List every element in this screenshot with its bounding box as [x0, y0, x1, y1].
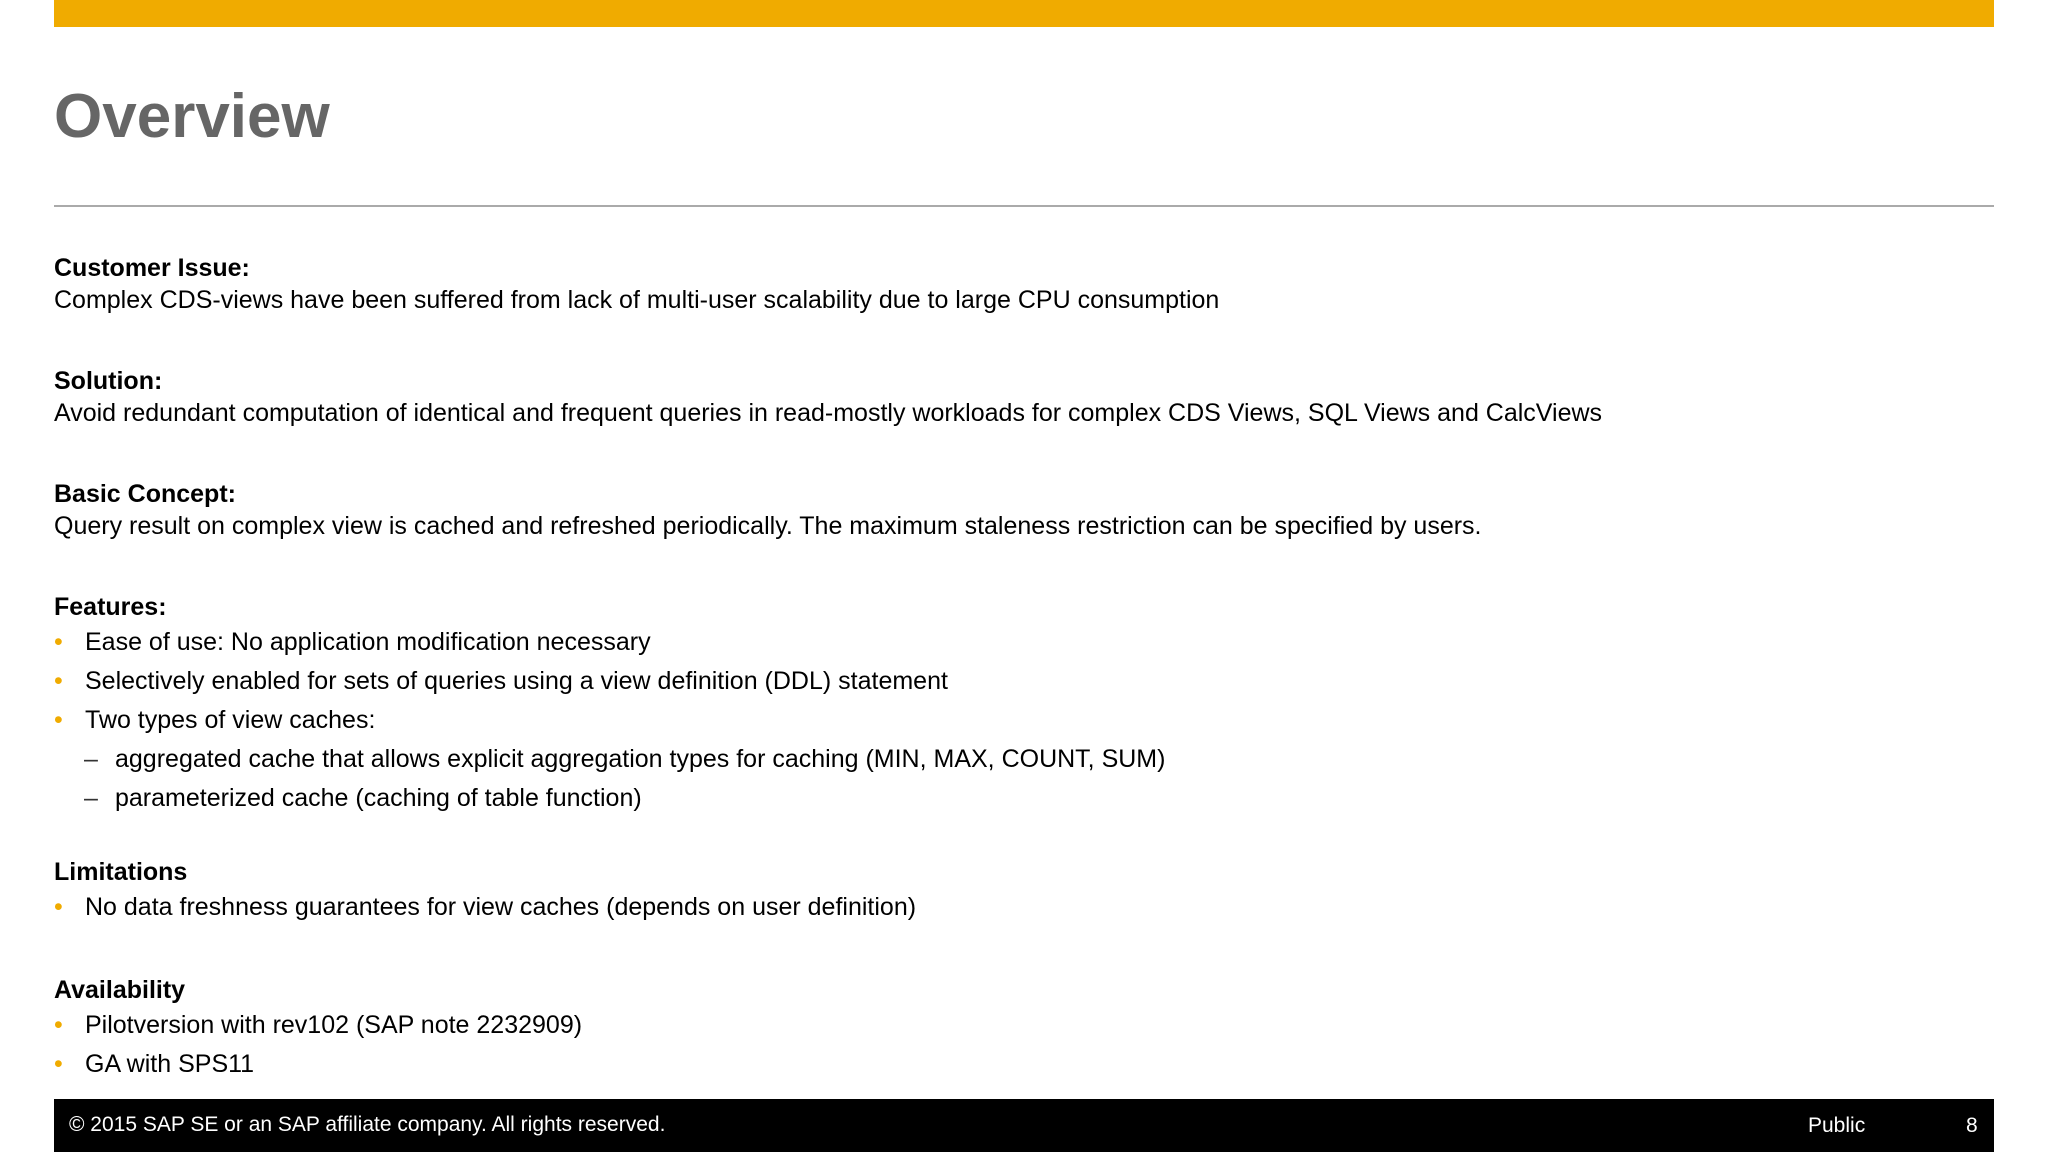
availability-heading: Availability — [54, 976, 186, 1004]
features-bullet — [54, 623, 1954, 662]
availability-bullet-text: Pilotversion with rev102 (SAP note 2232909) — [85, 1011, 583, 1039]
basic-concept-text: Query result on complex view is cached and refreshed periodically. The maximum staleness restriction can be specified by users. — [54, 512, 1482, 540]
bullet-icon: • — [54, 893, 63, 921]
features-bullet-text: Two types of view caches: — [85, 706, 376, 734]
bullet-icon: • — [54, 667, 63, 695]
footer-bar — [54, 1099, 1994, 1152]
features-sub-bullet — [54, 779, 1954, 818]
availability-section — [54, 974, 1954, 1084]
basic-concept-heading: Basic Concept: — [54, 480, 236, 508]
limitations-heading: Limitations — [54, 858, 188, 886]
solution-heading: Solution: — [54, 367, 163, 395]
features-bullet — [54, 701, 1954, 740]
bullet-icon: • — [54, 1011, 63, 1039]
limitations-bullet — [54, 888, 1954, 927]
availability-bullet — [54, 1006, 1954, 1045]
features-bullet-text: Selectively enabled for sets of queries using a view definition (DDL) statement — [85, 667, 948, 695]
dash-icon: – — [84, 784, 98, 812]
features-bullet — [54, 662, 1954, 701]
dash-icon: – — [84, 745, 98, 773]
availability-bullet-text: GA with SPS11 — [85, 1050, 255, 1078]
page-number: 8 — [1966, 1114, 1978, 1137]
availability-bullet — [54, 1045, 1954, 1084]
customer-issue-text: Complex CDS-views have been suffered from lack of multi-user scalability due to large CPU consumption — [54, 286, 1220, 314]
features-sub-bullet-text: parameterized cache (caching of table function) — [115, 784, 642, 812]
features-section — [54, 591, 1954, 818]
bullet-icon: • — [54, 706, 63, 734]
classification-label: Public — [1808, 1114, 1866, 1137]
title-divider — [54, 205, 1994, 207]
page-title: Overview — [54, 82, 330, 151]
limitations-section — [54, 856, 1954, 927]
limitations-bullet-text: No data freshness guarantees for view caches (depends on user definition) — [85, 893, 917, 921]
bullet-icon: • — [54, 1050, 63, 1078]
features-sub-bullet-text: aggregated cache that allows explicit aggregation types for caching (MIN, MAX, COUNT, SUM) — [115, 745, 1166, 773]
features-sub-bullet — [54, 740, 1954, 779]
solution-text: Avoid redundant computation of identical and frequent queries in read-mostly workloads for complex CDS Views, SQL Views and CalcViews — [54, 399, 1603, 427]
basic-concept-section — [54, 478, 1954, 542]
bullet-icon: • — [54, 628, 63, 656]
solution-section — [54, 365, 1954, 429]
features-bullet-text: Ease of use: No application modification necessary — [85, 628, 651, 656]
customer-issue-section — [54, 252, 1954, 316]
copyright-notice: © 2015 SAP SE or an SAP affiliate company. All rights reserved. — [69, 1113, 666, 1136]
features-heading: Features: — [54, 593, 167, 621]
customer-issue-heading: Customer Issue: — [54, 254, 250, 282]
top-accent-bar — [54, 0, 1994, 27]
